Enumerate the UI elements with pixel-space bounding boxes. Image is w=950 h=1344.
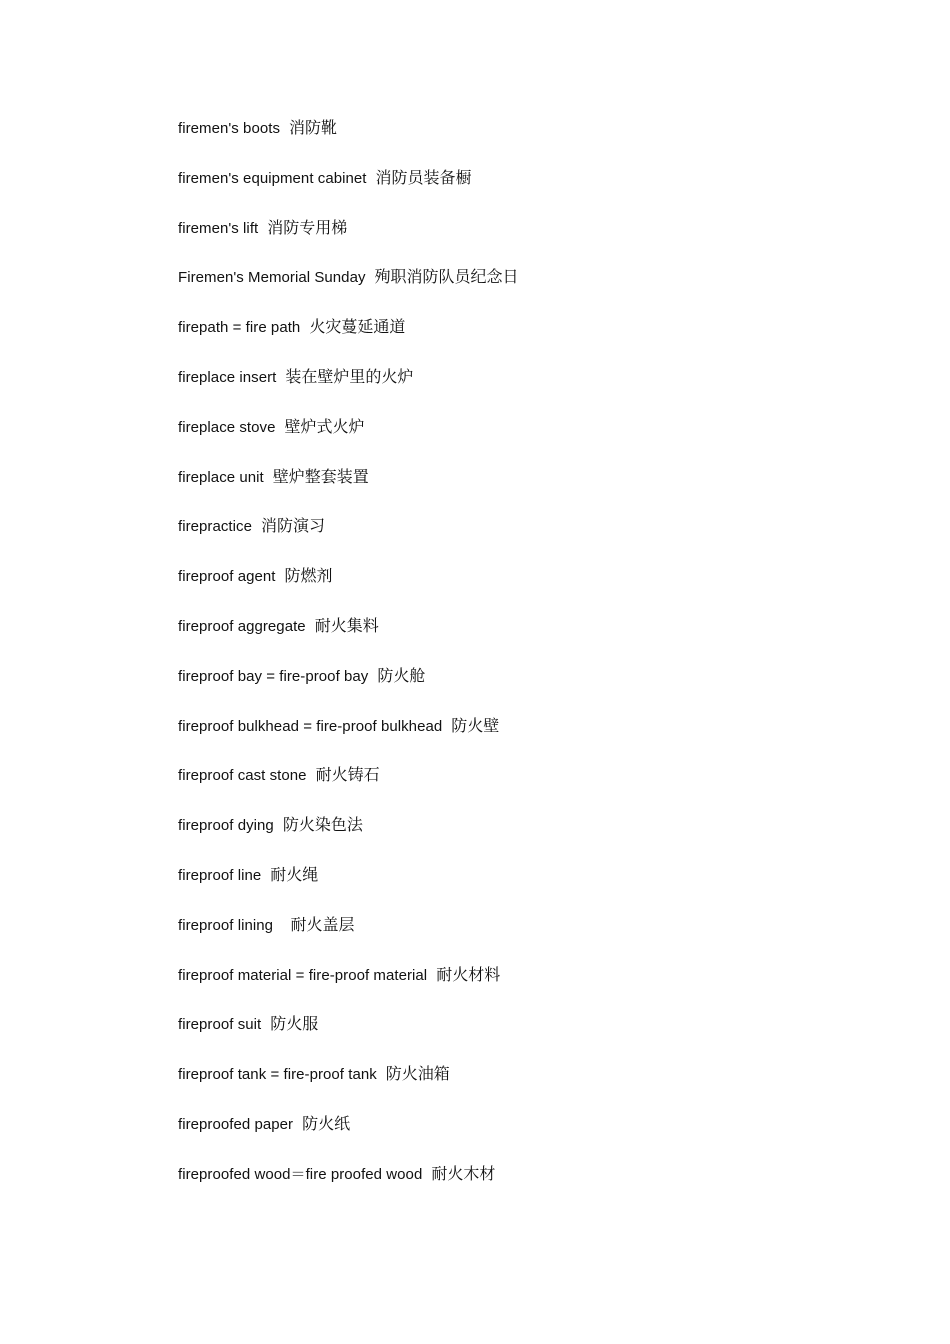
entry-term: firemen's boots: [178, 120, 280, 137]
glossary-entry: [178, 166, 519, 216]
entry-translation: 殉职消防队员纪念日: [374, 267, 519, 287]
entry-term: fireproofed wood＝fire proofed wood: [178, 1165, 423, 1183]
entry-translation: 消防专用梯: [267, 217, 348, 237]
entry-term: fireplace stove: [178, 418, 276, 436]
glossary-entry: [178, 116, 519, 166]
entry-term: fireproof line: [178, 866, 262, 884]
entry-term: fireproof aggregate: [178, 617, 306, 635]
entry-term: fireplace unit: [178, 468, 264, 486]
entry-translation: 防火纸: [302, 1113, 351, 1133]
glossary-entry: [178, 763, 519, 813]
entry-term: fireproof bay = fire-proof bay: [178, 667, 369, 685]
glossary-entry: [178, 365, 519, 415]
entry-term: firepractice: [178, 518, 252, 536]
glossary-entry: [178, 813, 519, 863]
entry-translation: 壁炉式火炉: [284, 416, 365, 436]
entry-translation: 消防演习: [260, 516, 325, 536]
entry-translation: 防火服: [270, 1014, 319, 1034]
glossary-list: [178, 116, 519, 1212]
glossary-entry: [178, 664, 519, 714]
glossary-entry: [178, 863, 519, 913]
entry-translation: 耐火铸石: [315, 765, 380, 785]
entry-term: firemen's lift: [178, 219, 259, 237]
entry-term: fireproof tank = fire-proof tank: [178, 1066, 377, 1084]
glossary-entry: [178, 1162, 519, 1212]
entry-translation: 耐火绳: [270, 864, 319, 884]
entry-term: firemen's equipment cabinet: [178, 169, 367, 187]
entry-translation: 消防靴: [289, 118, 338, 137]
entry-translation: 防火舱: [377, 665, 426, 685]
entry-translation: 装在壁炉里的火炉: [285, 366, 414, 386]
entry-translation: 耐火集料: [314, 615, 379, 635]
entry-term: fireproof suit: [178, 1016, 262, 1034]
glossary-entry: [178, 913, 519, 963]
glossary-entry: [178, 465, 519, 515]
entry-term: fireproof agent: [178, 568, 276, 586]
entry-term: firepath = fire path: [178, 319, 301, 337]
glossary-entry: [178, 963, 519, 1013]
entry-translation: 耐火材料: [436, 964, 501, 984]
entry-term: fireproof cast stone: [178, 767, 307, 785]
entry-translation: 壁炉整套装置: [272, 466, 369, 486]
glossary-entry: [178, 265, 519, 315]
glossary-entry: [178, 1062, 519, 1112]
entry-translation: 防燃剂: [284, 566, 333, 586]
glossary-entry: [178, 614, 519, 664]
glossary-entry: [178, 514, 519, 564]
entry-term: fireproof lining: [178, 916, 282, 934]
glossary-entry: [178, 415, 519, 465]
entry-term: fireplace insert: [178, 368, 277, 386]
glossary-entry: [178, 216, 519, 266]
entry-translation: 防火油箱: [385, 1064, 450, 1084]
entry-term: Firemen's Memorial Sunday: [178, 269, 366, 287]
entry-term: fireproof material = fire-proof material: [178, 966, 428, 984]
entry-translation: 消防员装备橱: [375, 167, 472, 187]
entry-term: fireproof bulkhead = fire-proof bulkhead: [178, 717, 443, 735]
entry-translation: 耐火盖层: [290, 914, 355, 934]
entry-translation: 耐火木材: [431, 1163, 496, 1183]
entry-translation: 防火壁: [451, 715, 500, 735]
entry-translation: 火灾蔓延通道: [309, 317, 406, 337]
glossary-entry: [178, 564, 519, 614]
glossary-entry: [178, 315, 519, 365]
entry-term: fireproofed paper: [178, 1115, 294, 1133]
entry-term: fireproof dying: [178, 817, 274, 835]
glossary-entry: [178, 1012, 519, 1062]
glossary-entry: [178, 714, 519, 764]
entry-translation: 防火染色法: [282, 815, 363, 835]
glossary-entry: [178, 1112, 519, 1162]
